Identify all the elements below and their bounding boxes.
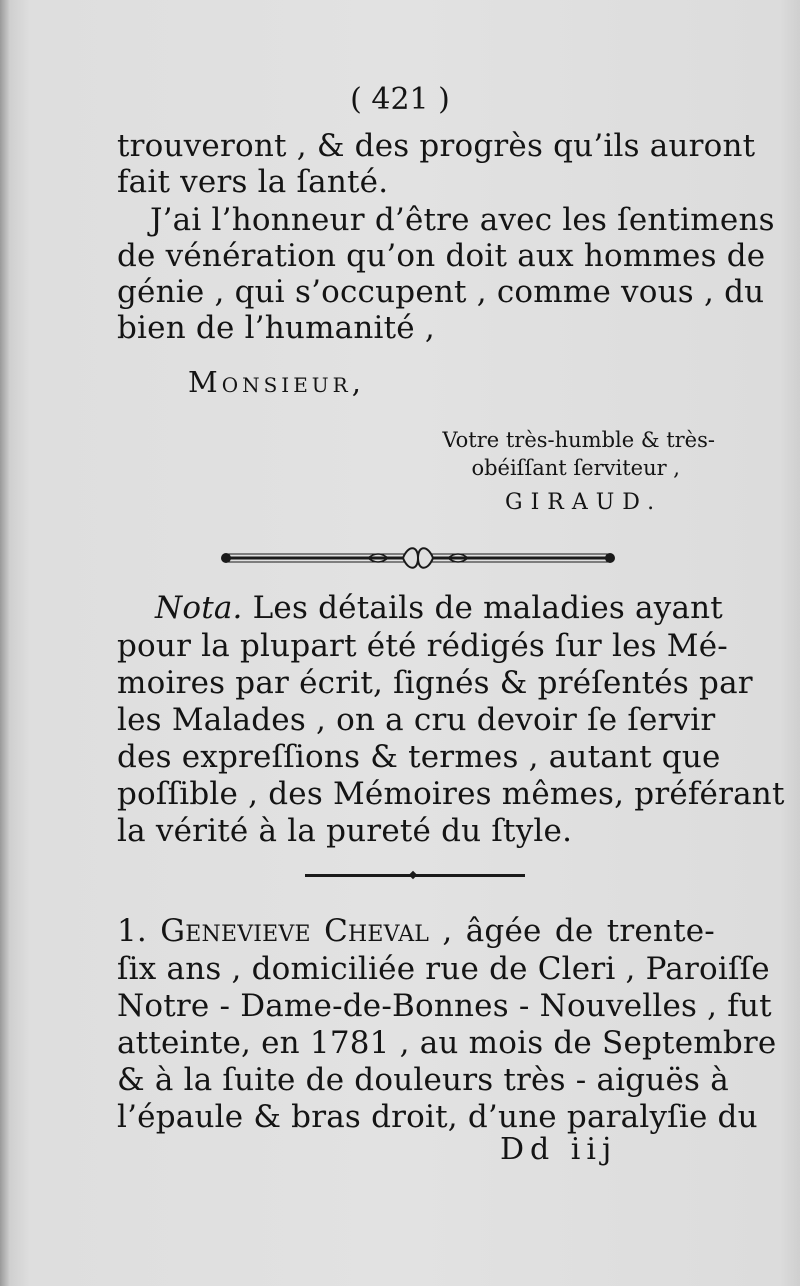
nota-line	[155, 590, 723, 626]
case-line: & à la ſuite de douleurs très - aiguës à	[117, 1062, 729, 1098]
case-line: l’épaule & bras droit, d’une paralyſie du	[117, 1099, 758, 1135]
nota-text: Les détails de maladies ayant	[242, 590, 723, 626]
nota-line: les Malades , on a cru devoir ſe ſervir	[117, 702, 716, 738]
salutation: Monsieur,	[188, 365, 365, 399]
letter-line: de vénération qu’on doit aux hommes de	[117, 238, 766, 274]
case-line: Notre - Dame-de-Bonnes - Nouvelles , fut	[117, 988, 772, 1024]
patient-name: Genevieve Cheval	[160, 913, 430, 949]
signature-mark: Dd iij	[500, 1132, 618, 1167]
ornament-divider	[218, 545, 618, 571]
nota-line: poſſible , des Mémoires mêmes, préférant	[117, 776, 785, 812]
text-line: fait vers la ſanté.	[117, 164, 389, 200]
closing-line: Votre très-humble & très-	[442, 428, 715, 452]
page-edge	[0, 0, 10, 1286]
case-number: 1.	[117, 913, 147, 949]
nota-label: Nota.	[155, 590, 243, 626]
letter-line: bien de l’humanité ,	[117, 310, 435, 346]
nota-line: des expreſſions & termes , autant que	[117, 739, 721, 775]
nota-line: la vérité à la pureté du ſtyle.	[117, 813, 573, 849]
signature: GIRAUD.	[505, 490, 663, 515]
nota-line: pour la plupart été rédigés ſur les Mé-	[117, 628, 728, 664]
case-line	[117, 913, 715, 949]
case-line: atteinte, en 1781 , au mois de Septembre	[117, 1025, 777, 1061]
section-rule	[305, 874, 525, 877]
page-number: ( 421 )	[350, 82, 450, 117]
closing-line: obéiſſant ſerviteur ,	[471, 456, 680, 480]
text-line: trouveront , & des progrès qu’ils auront	[117, 128, 756, 164]
nota-line: moires par écrit, ſignés & préſentés par	[117, 665, 753, 701]
case-line: ſix ans , domiciliée rue de Cleri , Paroiſſe	[117, 951, 770, 987]
case-text: , âgée de trente-	[429, 913, 715, 949]
letter-line: J’ai l’honneur d’être avec les ſentimens	[150, 202, 775, 238]
letter-line: génie , qui s’occupent , comme vous , du	[117, 274, 765, 310]
